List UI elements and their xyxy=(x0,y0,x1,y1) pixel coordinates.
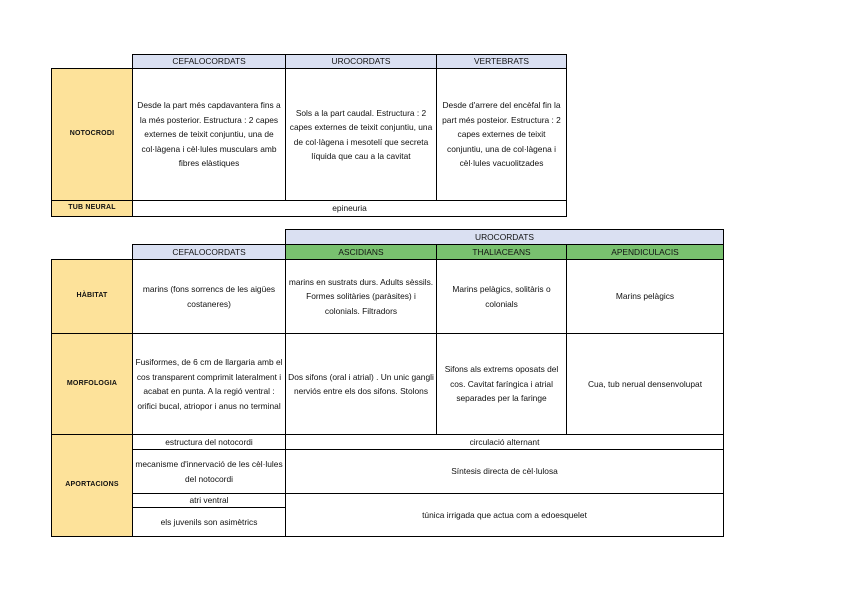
cell-aportacio-cefalo-3: atri ventral xyxy=(133,494,286,508)
cell-aportacio-cefalo-2: mecanisme d'innervació de les cèl·lules del notocordi xyxy=(133,450,286,494)
row-label-tub-neural: TUB NEURAL xyxy=(52,201,133,217)
cell-habitat-cefalocordats: marins (fons sorrencs de les aigües costaneres) xyxy=(133,260,286,334)
header-vertebrats: VERTEBRATS xyxy=(437,55,567,69)
cell-tub-neural-value: epineuria xyxy=(133,201,567,217)
header-cefalocordats: CEFALOCORDATS xyxy=(133,245,286,260)
row-label-morfologia: MORFOLOGIA xyxy=(52,334,133,435)
header-urocordats: UROCORDATS xyxy=(286,55,437,69)
comparison-table-notochord xyxy=(51,54,567,217)
header-urocordats-group: UROCORDATS xyxy=(286,230,724,245)
cell-morfologia-thaliaceans: Sifons als extrems oposats del cos. Cavitat faríngica i atrial separades per la faringe xyxy=(437,334,567,435)
header-cefalocordats: CEFALOCORDATS xyxy=(133,55,286,69)
empty-corner xyxy=(52,55,133,69)
cell-morfologia-apendiculacis: Cua, tub nerual densenvolupat xyxy=(567,334,724,435)
header-apendiculacis: APENDICULACIS xyxy=(567,245,724,260)
row-label-aportacions: APORTACIONS xyxy=(52,435,133,537)
cell-notocordi-urocordats: Sols a la part caudal. Estructura : 2 capes externes de teixit conjuntiu, una de col·làgena i mesotelí que secreta líquida que cau a la cavitat xyxy=(286,69,437,201)
header-ascidians: ASCIDIANS xyxy=(286,245,437,260)
cell-aportacio-uro-2: Síntesis directa de cèl·lulosa xyxy=(286,450,724,494)
cell-notocordi-vertebrats: Desde d'arrere del encèfal fin la part més posteior. Estructura : 2 capes externes de teixit conjuntiu, una de col·làgena i cèl·lules vacuolitzades xyxy=(437,69,567,201)
row-label-notocordi: NOTOCRODI xyxy=(52,69,133,201)
cell-aportacio-cefalo-4: els juvenils son asimètrics xyxy=(133,508,286,537)
cell-aportacio-cefalo-1: estructura del notocordi xyxy=(133,435,286,450)
cell-morfologia-ascidians: Dos sifons (oral i atrial) . Un unic gangli nerviós entre els dos sifons. Stolons xyxy=(286,334,437,435)
cell-aportacio-uro-3: túnica irrigada que actua com a edoesquelet xyxy=(286,494,724,537)
cell-habitat-ascidians: marins en sustrats durs. Adults sèssils. Formes solitàries (paràsites) i colonials. Filtradors xyxy=(286,260,437,334)
cell-notocordi-cefalocordats: Desde la part més capdavantera fins a la més posterior. Estructura : 2 capes externes de teixit conjuntiu, una de col·làgena i cèl·lules musculars amb fibres elàstiques xyxy=(133,69,286,201)
row-label-habitat: HÀBITAT xyxy=(52,260,133,334)
cell-aportacio-uro-1: circulació alternant xyxy=(286,435,724,450)
cell-habitat-thaliaceans: Marins pelàgics, solitàris o colonials xyxy=(437,260,567,334)
cell-habitat-apendiculacis: Marins pelàgics xyxy=(567,260,724,334)
comparison-table-urocordats xyxy=(51,229,724,537)
header-thaliaceans: THALIACEANS xyxy=(437,245,567,260)
cell-morfologia-cefalocordats: Fusiformes, de 6 cm de llargaria amb el cos transparent comprimit lateralment i acabat en punta. A la regió ventral : orifici bucal, atriopor i anus no terminal xyxy=(133,334,286,435)
